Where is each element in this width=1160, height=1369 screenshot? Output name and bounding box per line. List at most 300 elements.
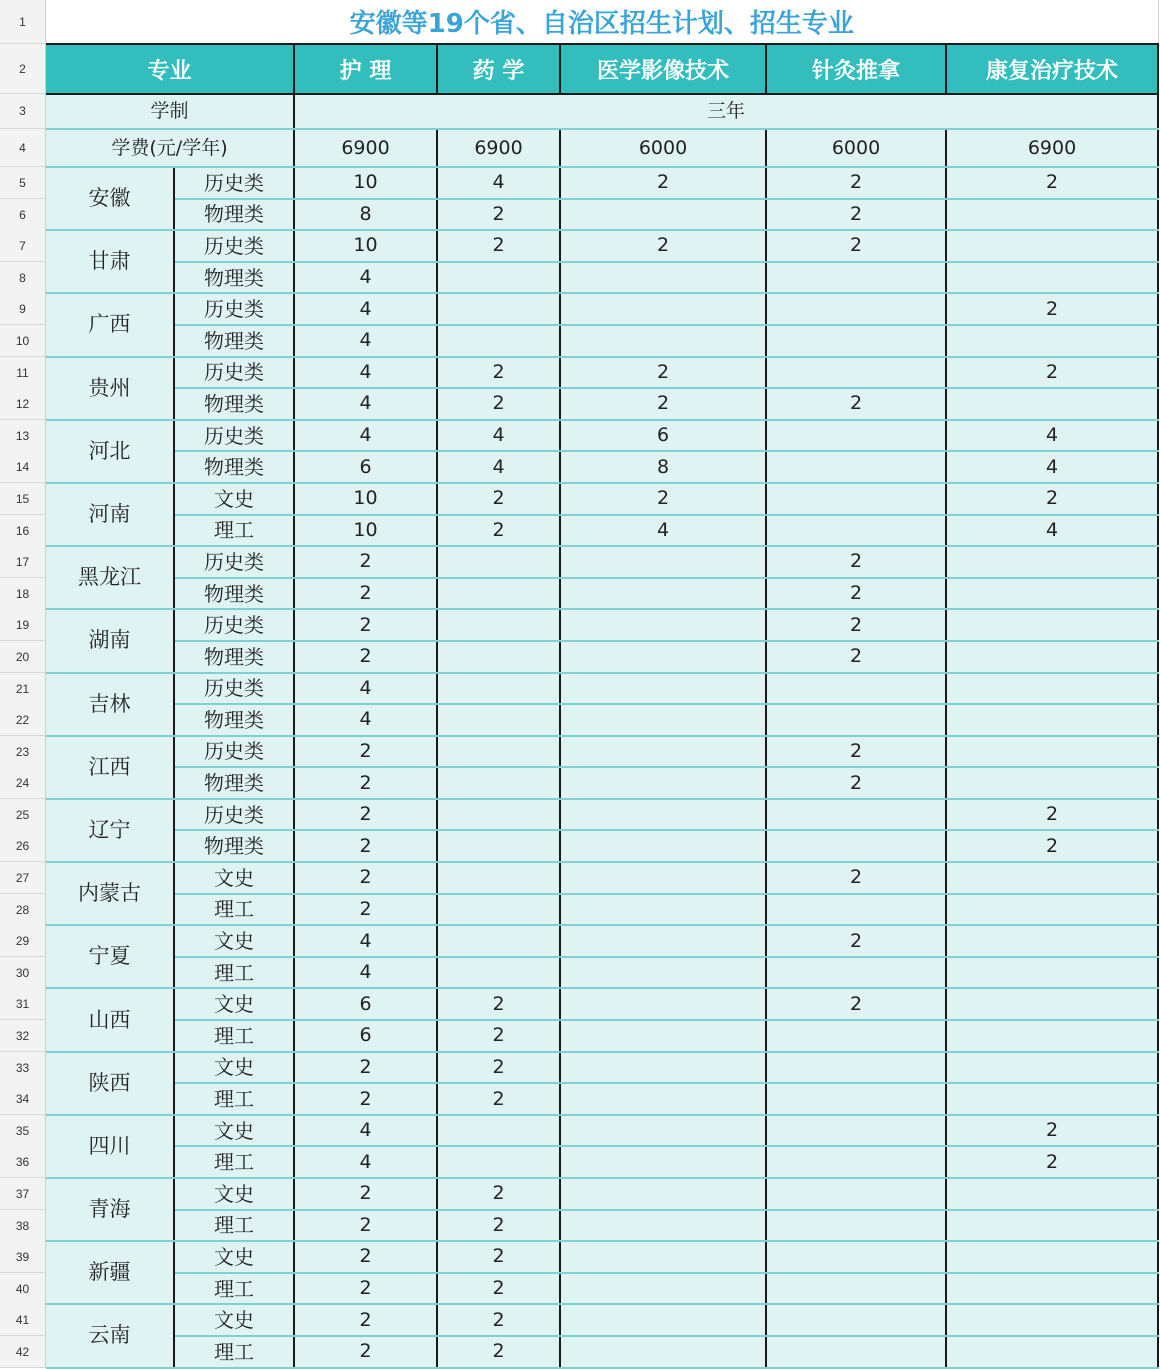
quota-cell: 2 bbox=[946, 799, 1158, 831]
quota-cell bbox=[766, 704, 946, 736]
track-name: 文史 bbox=[174, 862, 294, 894]
tuition-value: 6000 bbox=[560, 129, 766, 167]
table-row bbox=[46, 483, 1158, 515]
quota-cell: 2 bbox=[294, 1083, 437, 1115]
track-name: 物理类 bbox=[174, 830, 294, 862]
quota-cell bbox=[946, 736, 1158, 768]
quota-cell bbox=[946, 988, 1158, 1020]
quota-cell: 2 bbox=[560, 230, 766, 262]
table-row bbox=[46, 1083, 1158, 1115]
quota-cell bbox=[437, 578, 560, 610]
table-row bbox=[46, 830, 1158, 862]
quota-cell bbox=[946, 199, 1158, 231]
quota-cell: 2 bbox=[294, 862, 437, 894]
table-row bbox=[46, 609, 1158, 641]
quota-cell: 4 bbox=[560, 515, 766, 547]
row-number[interactable]: 3 bbox=[0, 94, 46, 129]
quota-cell: 10 bbox=[294, 515, 437, 547]
row-number[interactable]: 1 bbox=[0, 0, 46, 44]
province-name: 河北 bbox=[46, 420, 174, 483]
quota-cell bbox=[766, 1146, 946, 1178]
quota-cell: 2 bbox=[437, 483, 560, 515]
track-name: 物理类 bbox=[174, 388, 294, 420]
row-number[interactable]: 4 bbox=[0, 129, 46, 167]
quota-cell bbox=[946, 546, 1158, 578]
row-number[interactable]: 30 bbox=[0, 957, 46, 989]
quota-cell: 2 bbox=[766, 388, 946, 420]
row-number[interactable]: 16 bbox=[0, 515, 46, 547]
quota-cell bbox=[560, 1178, 766, 1210]
track-name: 历史类 bbox=[174, 546, 294, 578]
quota-cell bbox=[560, 799, 766, 831]
table-row bbox=[46, 388, 1158, 420]
table-row bbox=[46, 799, 1158, 831]
quota-cell: 2 bbox=[294, 1178, 437, 1210]
track-name: 文史 bbox=[174, 1052, 294, 1084]
province-name: 广西 bbox=[46, 293, 174, 356]
quota-cell: 2 bbox=[946, 1115, 1158, 1147]
province-name: 新疆 bbox=[46, 1241, 174, 1304]
quota-cell: 2 bbox=[437, 988, 560, 1020]
row-number[interactable]: 27 bbox=[0, 862, 46, 894]
major-header: 康复治疗技术 bbox=[946, 44, 1158, 94]
quota-cell: 8 bbox=[294, 199, 437, 231]
quota-cell bbox=[560, 1336, 766, 1368]
row-number[interactable]: 19 bbox=[0, 609, 46, 641]
major-header: 护 理 bbox=[294, 44, 437, 94]
quota-cell: 2 bbox=[766, 230, 946, 262]
quota-cell bbox=[437, 641, 560, 673]
quota-cell: 4 bbox=[294, 357, 437, 389]
quota-cell bbox=[946, 957, 1158, 989]
quota-cell: 2 bbox=[294, 736, 437, 768]
quota-cell bbox=[766, 293, 946, 325]
quota-cell bbox=[560, 1020, 766, 1052]
quota-cell: 2 bbox=[294, 641, 437, 673]
quota-cell bbox=[946, 1210, 1158, 1242]
quota-cell: 2 bbox=[766, 546, 946, 578]
table-row bbox=[46, 641, 1158, 673]
row-number[interactable]: 32 bbox=[0, 1020, 46, 1052]
province-name: 辽宁 bbox=[46, 799, 174, 862]
table-row bbox=[46, 1146, 1158, 1178]
row-number[interactable]: 23 bbox=[0, 736, 46, 768]
quota-cell bbox=[437, 957, 560, 989]
tuition-value: 6000 bbox=[766, 129, 946, 167]
tuition-label: 学费(元/学年) bbox=[46, 129, 294, 167]
quota-cell bbox=[560, 1210, 766, 1242]
quota-cell bbox=[946, 325, 1158, 357]
row-number[interactable]: 29 bbox=[0, 925, 46, 957]
quota-cell bbox=[560, 1304, 766, 1336]
quota-cell bbox=[766, 1052, 946, 1084]
quota-cell: 2 bbox=[294, 1210, 437, 1242]
quota-cell: 2 bbox=[766, 641, 946, 673]
quota-cell bbox=[560, 862, 766, 894]
quota-cell bbox=[946, 1052, 1158, 1084]
track-name: 理工 bbox=[174, 1210, 294, 1242]
row-number[interactable]: 37 bbox=[0, 1178, 46, 1210]
track-name: 物理类 bbox=[174, 641, 294, 673]
quota-cell: 10 bbox=[294, 230, 437, 262]
tuition-value: 6900 bbox=[294, 129, 437, 167]
quota-cell bbox=[946, 767, 1158, 799]
quota-cell bbox=[560, 609, 766, 641]
row-number[interactable]: 26 bbox=[0, 830, 46, 862]
quota-cell: 2 bbox=[560, 167, 766, 199]
row-number[interactable]: 17 bbox=[0, 546, 46, 578]
quota-cell: 2 bbox=[437, 357, 560, 389]
row-number[interactable]: 34 bbox=[0, 1083, 46, 1115]
quota-cell: 2 bbox=[437, 230, 560, 262]
quota-cell: 2 bbox=[294, 546, 437, 578]
quota-cell: 2 bbox=[437, 515, 560, 547]
province-name: 贵州 bbox=[46, 357, 174, 420]
quota-cell bbox=[946, 1241, 1158, 1273]
table-row bbox=[46, 1210, 1158, 1242]
header-row bbox=[46, 44, 1158, 94]
quota-cell: 2 bbox=[294, 609, 437, 641]
track-name: 物理类 bbox=[174, 262, 294, 294]
row-number[interactable]: 6 bbox=[0, 199, 46, 231]
quota-cell bbox=[766, 1083, 946, 1115]
major-header: 医学影像技术 bbox=[560, 44, 766, 94]
quota-cell bbox=[766, 1210, 946, 1242]
quota-cell bbox=[560, 325, 766, 357]
province-name: 吉林 bbox=[46, 673, 174, 736]
quota-cell bbox=[766, 420, 946, 452]
table-row bbox=[46, 862, 1158, 894]
quota-cell: 6 bbox=[294, 1020, 437, 1052]
quota-cell bbox=[946, 862, 1158, 894]
province-name: 安徽 bbox=[46, 167, 174, 230]
quota-cell bbox=[946, 1304, 1158, 1336]
row-number[interactable]: 31 bbox=[0, 988, 46, 1020]
quota-cell bbox=[560, 704, 766, 736]
track-name: 文史 bbox=[174, 1241, 294, 1273]
quota-cell: 2 bbox=[437, 1083, 560, 1115]
quota-cell: 2 bbox=[437, 1178, 560, 1210]
quota-cell bbox=[560, 1241, 766, 1273]
quota-cell: 4 bbox=[946, 420, 1158, 452]
quota-cell bbox=[766, 1304, 946, 1336]
track-name: 历史类 bbox=[174, 357, 294, 389]
quota-cell: 10 bbox=[294, 167, 437, 199]
track-name: 历史类 bbox=[174, 420, 294, 452]
quota-cell bbox=[437, 830, 560, 862]
quota-cell: 2 bbox=[766, 736, 946, 768]
quota-cell bbox=[766, 451, 946, 483]
duration-label: 学制 bbox=[46, 94, 294, 129]
quota-cell: 4 bbox=[437, 451, 560, 483]
row-number[interactable]: 20 bbox=[0, 641, 46, 673]
quota-cell bbox=[560, 1083, 766, 1115]
quota-cell: 2 bbox=[946, 1146, 1158, 1178]
province-name: 湖南 bbox=[46, 609, 174, 672]
quota-cell bbox=[560, 641, 766, 673]
quota-cell: 2 bbox=[437, 199, 560, 231]
quota-cell: 2 bbox=[437, 388, 560, 420]
quota-cell: 4 bbox=[294, 673, 437, 705]
quota-cell: 2 bbox=[766, 767, 946, 799]
quota-cell: 2 bbox=[437, 1020, 560, 1052]
quota-cell: 4 bbox=[437, 420, 560, 452]
table-row bbox=[46, 736, 1158, 768]
quota-cell: 2 bbox=[946, 357, 1158, 389]
quota-cell: 4 bbox=[946, 515, 1158, 547]
quota-cell bbox=[946, 1020, 1158, 1052]
table-row bbox=[46, 546, 1158, 578]
track-name: 理工 bbox=[174, 1146, 294, 1178]
quota-cell: 6 bbox=[560, 420, 766, 452]
quota-cell bbox=[560, 1115, 766, 1147]
track-name: 历史类 bbox=[174, 293, 294, 325]
track-name: 理工 bbox=[174, 1336, 294, 1368]
province-name: 云南 bbox=[46, 1304, 174, 1367]
quota-cell bbox=[560, 262, 766, 294]
quota-cell bbox=[766, 1115, 946, 1147]
quota-cell bbox=[766, 799, 946, 831]
row-number[interactable]: 42 bbox=[0, 1336, 46, 1368]
province-name: 山西 bbox=[46, 988, 174, 1051]
quota-cell: 2 bbox=[766, 167, 946, 199]
quota-cell bbox=[560, 578, 766, 610]
province-name: 河南 bbox=[46, 483, 174, 546]
quota-cell: 2 bbox=[294, 830, 437, 862]
quota-cell: 2 bbox=[437, 1336, 560, 1368]
quota-cell bbox=[560, 199, 766, 231]
province-name: 甘肃 bbox=[46, 230, 174, 293]
quota-cell bbox=[560, 546, 766, 578]
quota-cell bbox=[766, 1273, 946, 1305]
table-row bbox=[46, 230, 1158, 262]
row-number[interactable]: 15 bbox=[0, 483, 46, 515]
table-row bbox=[46, 1304, 1158, 1336]
track-name: 理工 bbox=[174, 1083, 294, 1115]
row-number[interactable]: 12 bbox=[0, 388, 46, 420]
quota-cell bbox=[560, 894, 766, 926]
quota-cell bbox=[946, 894, 1158, 926]
quota-cell: 4 bbox=[294, 293, 437, 325]
row-number[interactable]: 2 bbox=[0, 44, 46, 94]
quota-cell bbox=[437, 673, 560, 705]
quota-cell bbox=[946, 1273, 1158, 1305]
quota-cell bbox=[766, 1020, 946, 1052]
title-row bbox=[46, 0, 1158, 44]
province-name: 江西 bbox=[46, 736, 174, 799]
row-number[interactable]: 40 bbox=[0, 1273, 46, 1305]
table-row bbox=[46, 1336, 1158, 1368]
quota-cell bbox=[560, 925, 766, 957]
row-number[interactable]: 11 bbox=[0, 357, 46, 389]
track-name: 文史 bbox=[174, 483, 294, 515]
quota-cell bbox=[560, 830, 766, 862]
quota-cell bbox=[946, 388, 1158, 420]
quota-cell bbox=[766, 483, 946, 515]
quota-cell bbox=[766, 325, 946, 357]
quota-cell bbox=[766, 515, 946, 547]
track-name: 文史 bbox=[174, 1304, 294, 1336]
row-number[interactable]: 21 bbox=[0, 673, 46, 705]
table-row bbox=[46, 1052, 1158, 1084]
quota-cell bbox=[946, 230, 1158, 262]
quota-cell bbox=[437, 925, 560, 957]
quota-cell: 2 bbox=[437, 1210, 560, 1242]
quota-cell bbox=[437, 262, 560, 294]
table-row bbox=[46, 957, 1158, 989]
quota-cell bbox=[946, 262, 1158, 294]
quota-cell: 4 bbox=[294, 957, 437, 989]
table-row bbox=[46, 988, 1158, 1020]
quota-cell: 2 bbox=[294, 1241, 437, 1273]
row-number[interactable]: 35 bbox=[0, 1115, 46, 1147]
quota-cell bbox=[766, 957, 946, 989]
quota-cell: 4 bbox=[294, 704, 437, 736]
table-row bbox=[46, 894, 1158, 926]
track-name: 物理类 bbox=[174, 578, 294, 610]
table-row bbox=[46, 199, 1158, 231]
row-number[interactable]: 39 bbox=[0, 1241, 46, 1273]
quota-cell: 2 bbox=[766, 609, 946, 641]
quota-cell bbox=[437, 1146, 560, 1178]
tuition-value: 6900 bbox=[946, 129, 1158, 167]
quota-cell bbox=[560, 1146, 766, 1178]
table-row bbox=[46, 673, 1158, 705]
quota-cell bbox=[437, 325, 560, 357]
province-name: 宁夏 bbox=[46, 925, 174, 988]
quota-cell: 4 bbox=[294, 262, 437, 294]
table-row bbox=[46, 357, 1158, 389]
row-number[interactable]: 18 bbox=[0, 578, 46, 610]
table-row bbox=[46, 515, 1158, 547]
quota-cell bbox=[437, 609, 560, 641]
table-row bbox=[46, 1178, 1158, 1210]
quota-cell: 4 bbox=[294, 925, 437, 957]
row-number[interactable]: 7 bbox=[0, 230, 46, 262]
table-row bbox=[46, 293, 1158, 325]
quota-cell: 2 bbox=[437, 1273, 560, 1305]
table-row bbox=[46, 262, 1158, 294]
enrollment-plan-table bbox=[46, 0, 1159, 1369]
quota-cell: 4 bbox=[437, 167, 560, 199]
track-name: 历史类 bbox=[174, 736, 294, 768]
quota-cell bbox=[946, 1083, 1158, 1115]
track-name: 物理类 bbox=[174, 325, 294, 357]
quota-cell bbox=[946, 1178, 1158, 1210]
row-number[interactable]: 9 bbox=[0, 293, 46, 325]
track-name: 物理类 bbox=[174, 704, 294, 736]
quota-cell: 2 bbox=[766, 578, 946, 610]
track-name: 历史类 bbox=[174, 799, 294, 831]
track-name: 文史 bbox=[174, 1115, 294, 1147]
province-name: 青海 bbox=[46, 1178, 174, 1241]
row-number[interactable]: 38 bbox=[0, 1210, 46, 1242]
quota-cell bbox=[946, 925, 1158, 957]
track-name: 理工 bbox=[174, 515, 294, 547]
track-name: 历史类 bbox=[174, 230, 294, 262]
quota-cell: 2 bbox=[946, 830, 1158, 862]
quota-cell: 2 bbox=[766, 199, 946, 231]
quota-cell bbox=[437, 894, 560, 926]
table-row bbox=[46, 767, 1158, 799]
quota-cell: 2 bbox=[294, 767, 437, 799]
row-number[interactable]: 24 bbox=[0, 767, 46, 799]
row-number[interactable]: 8 bbox=[0, 262, 46, 294]
row-number[interactable]: 25 bbox=[0, 799, 46, 831]
table-row bbox=[46, 1115, 1158, 1147]
quota-cell bbox=[946, 578, 1158, 610]
quota-cell bbox=[560, 1052, 766, 1084]
quota-cell bbox=[437, 736, 560, 768]
track-name: 历史类 bbox=[174, 167, 294, 199]
quota-cell: 2 bbox=[294, 1336, 437, 1368]
duration-row bbox=[46, 94, 1158, 129]
row-number[interactable]: 41 bbox=[0, 1304, 46, 1336]
sheet-title: 安徽等19个省、自治区招生计划、招生专业 bbox=[46, 0, 1158, 44]
row-number[interactable]: 10 bbox=[0, 325, 46, 357]
quota-cell: 6 bbox=[294, 451, 437, 483]
quota-cell bbox=[560, 1273, 766, 1305]
quota-cell bbox=[766, 1178, 946, 1210]
table-row bbox=[46, 1273, 1158, 1305]
table-row bbox=[46, 325, 1158, 357]
track-name: 理工 bbox=[174, 1273, 294, 1305]
quota-cell: 4 bbox=[294, 420, 437, 452]
quota-cell: 2 bbox=[560, 388, 766, 420]
row-number[interactable]: 5 bbox=[0, 167, 46, 199]
row-number[interactable]: 28 bbox=[0, 894, 46, 926]
track-name: 物理类 bbox=[174, 451, 294, 483]
track-name: 理工 bbox=[174, 1020, 294, 1052]
row-number[interactable]: 33 bbox=[0, 1052, 46, 1084]
row-number[interactable]: 36 bbox=[0, 1146, 46, 1178]
quota-cell bbox=[560, 767, 766, 799]
quota-cell bbox=[437, 293, 560, 325]
track-name: 历史类 bbox=[174, 673, 294, 705]
table-row bbox=[46, 704, 1158, 736]
quota-cell bbox=[766, 1241, 946, 1273]
track-name: 历史类 bbox=[174, 609, 294, 641]
row-number[interactable]: 14 bbox=[0, 451, 46, 483]
quota-cell bbox=[766, 673, 946, 705]
row-number[interactable]: 22 bbox=[0, 704, 46, 736]
track-name: 文史 bbox=[174, 988, 294, 1020]
track-name: 理工 bbox=[174, 957, 294, 989]
quota-cell: 2 bbox=[294, 1273, 437, 1305]
quota-cell: 2 bbox=[560, 357, 766, 389]
tuition-row bbox=[46, 129, 1158, 167]
quota-cell bbox=[560, 988, 766, 1020]
quota-cell bbox=[437, 862, 560, 894]
major-header-label: 专业 bbox=[46, 44, 294, 94]
quota-cell: 8 bbox=[560, 451, 766, 483]
tuition-value: 6900 bbox=[437, 129, 560, 167]
track-name: 物理类 bbox=[174, 199, 294, 231]
table-row bbox=[46, 420, 1158, 452]
duration-value: 三年 bbox=[294, 94, 1158, 129]
quota-cell: 2 bbox=[766, 862, 946, 894]
quota-cell bbox=[766, 357, 946, 389]
row-number[interactable]: 13 bbox=[0, 420, 46, 452]
quota-cell: 2 bbox=[294, 799, 437, 831]
table-row bbox=[46, 1241, 1158, 1273]
quota-cell bbox=[437, 799, 560, 831]
quota-cell: 6 bbox=[294, 988, 437, 1020]
quota-cell bbox=[766, 262, 946, 294]
quota-cell: 4 bbox=[294, 325, 437, 357]
quota-cell: 2 bbox=[766, 988, 946, 1020]
quota-cell bbox=[766, 1336, 946, 1368]
